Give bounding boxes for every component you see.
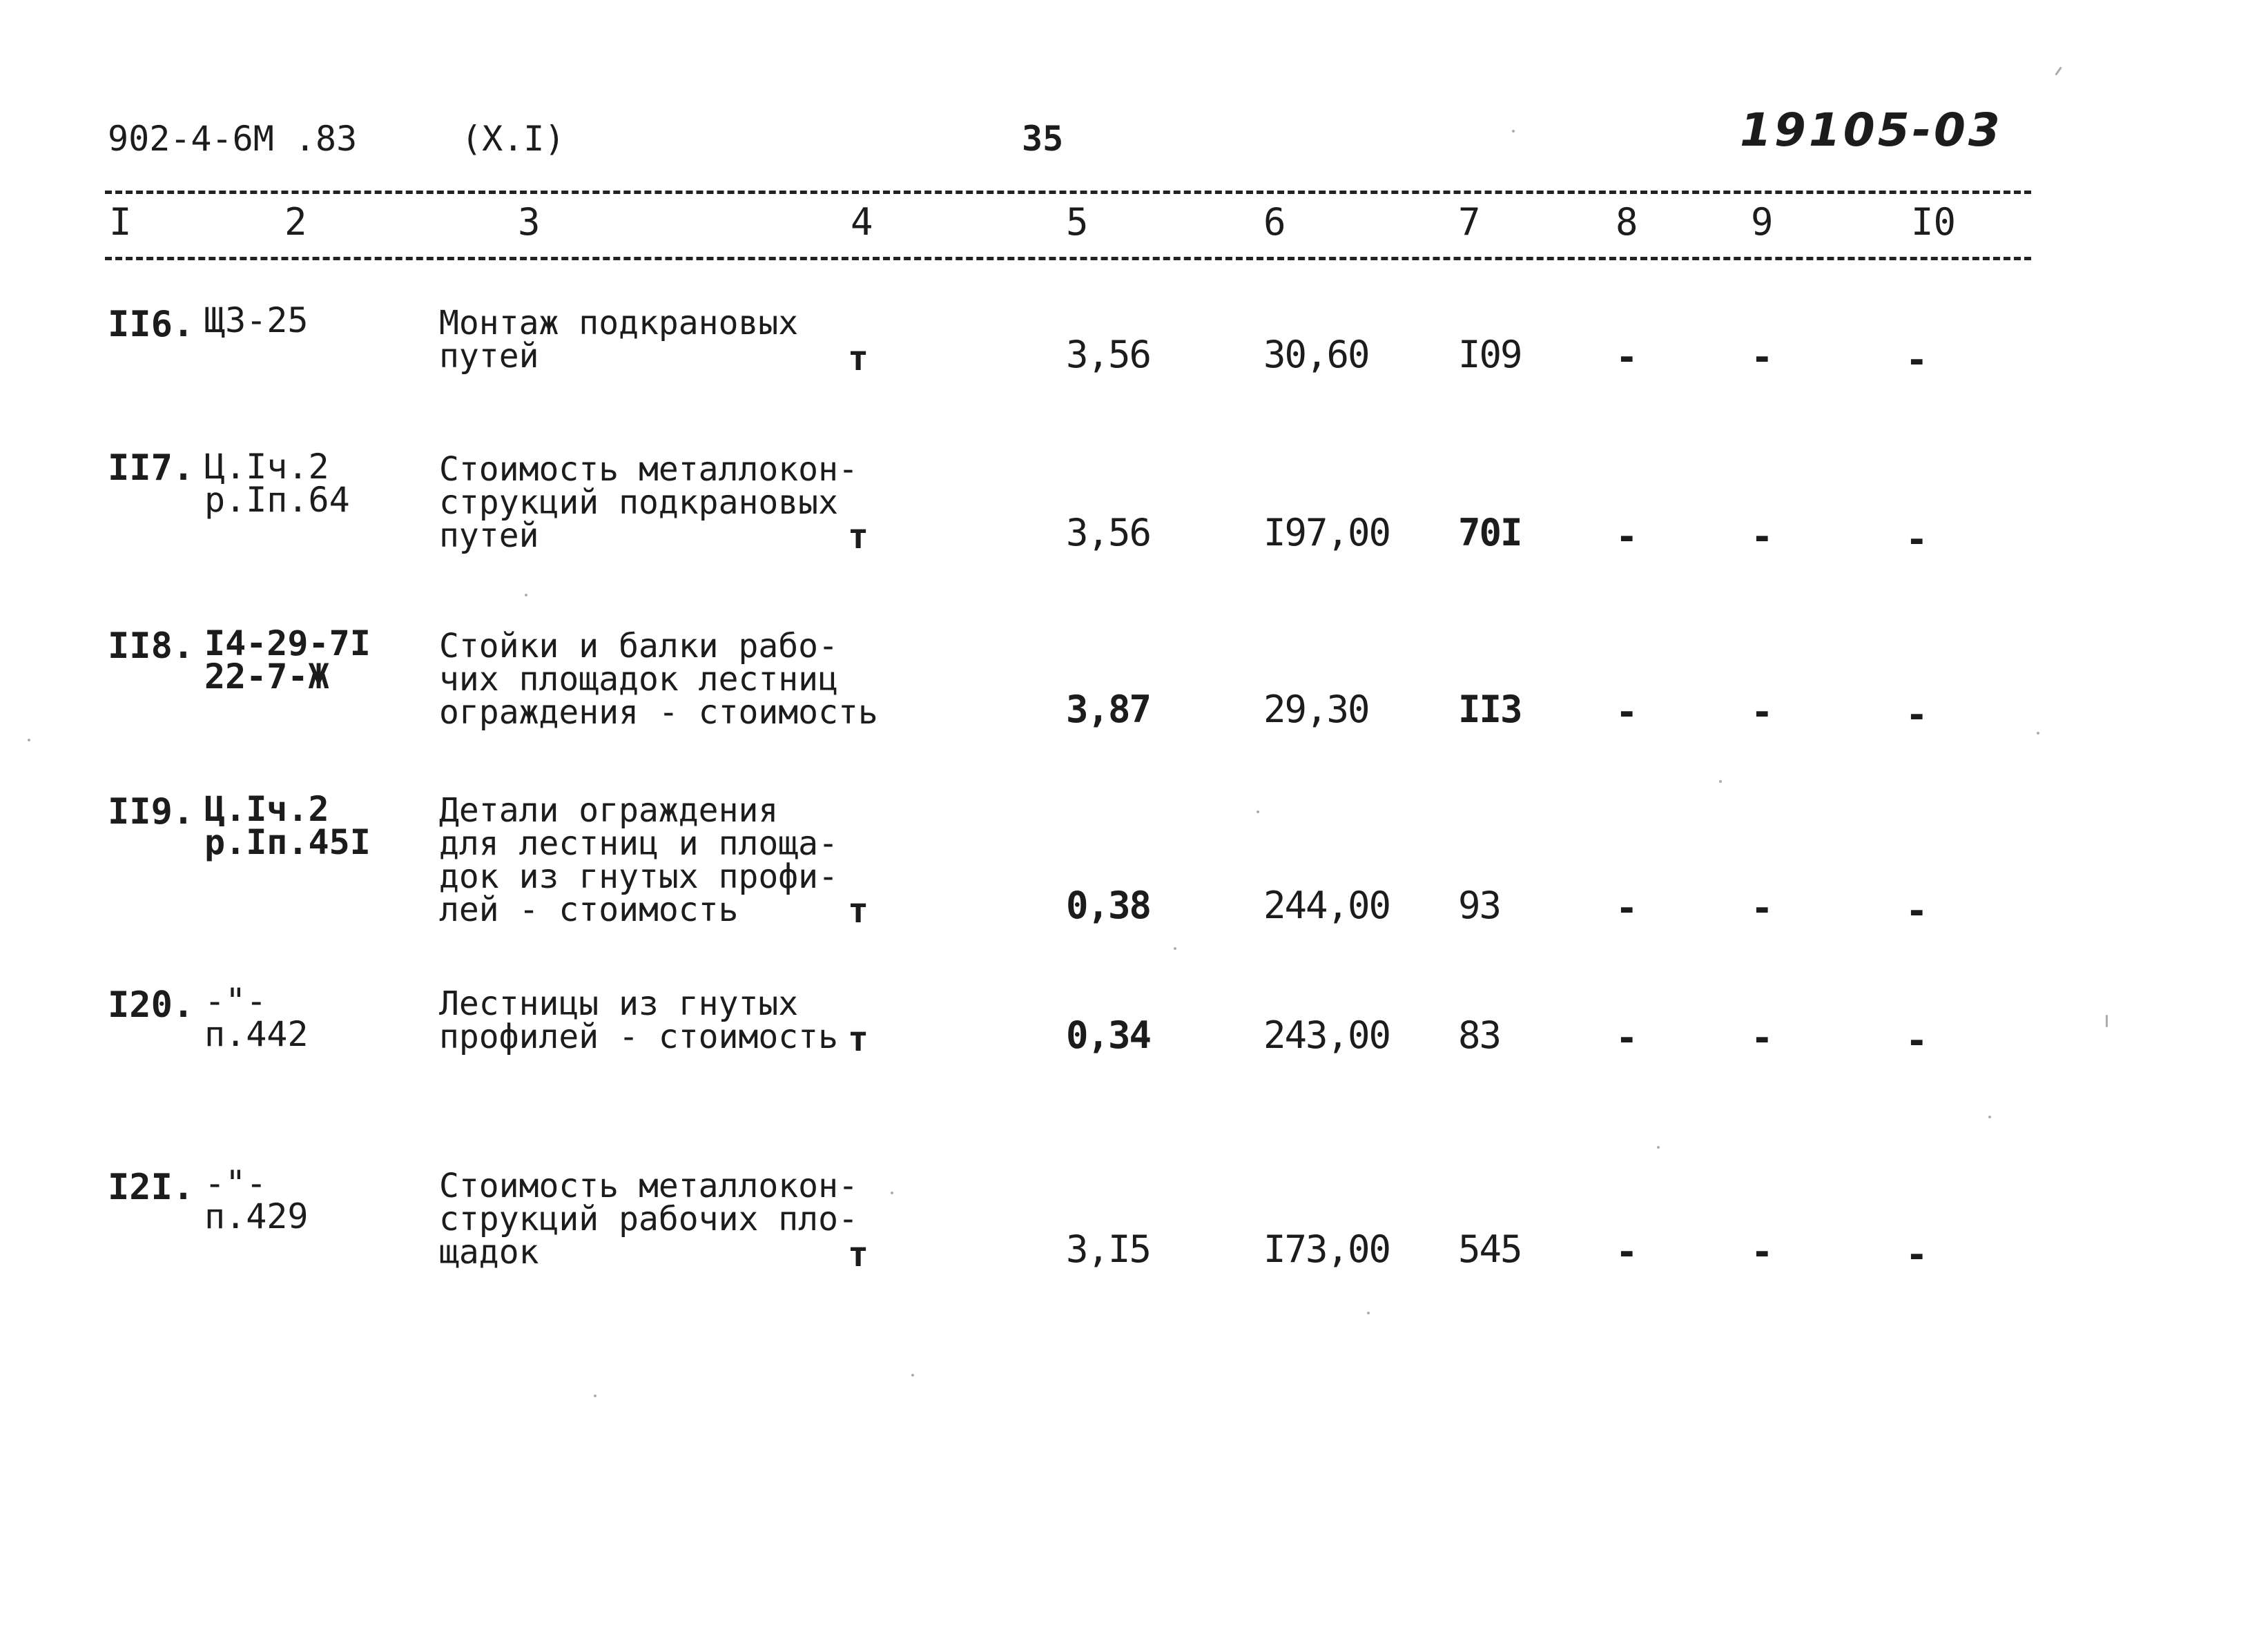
empty-cell-dash: - <box>1905 338 1928 382</box>
empty-cell-dash: - <box>1905 518 1928 561</box>
empty-cell-dash: - <box>1751 1230 1774 1274</box>
empty-cell-dash: - <box>1616 336 1638 379</box>
total-value: 93 <box>1458 884 1501 927</box>
section-label: (X.I) <box>461 119 565 159</box>
empty-cell-dash: - <box>1751 336 1774 379</box>
empty-cell-dash: - <box>1905 889 1928 933</box>
work-description: Монтаж подкрановых путей <box>439 304 799 376</box>
norm-code: -"- п.442 <box>204 981 309 1054</box>
empty-cell-dash: - <box>1905 1019 1928 1062</box>
column-number: I0 <box>1911 200 1957 244</box>
empty-cell-dash: - <box>1616 515 1638 558</box>
norm-code: Ц.Iч.2 р.Iп.64 <box>204 447 350 520</box>
quantity-value: 0,38 <box>1066 884 1151 927</box>
unit-price-value: I73,00 <box>1263 1227 1390 1271</box>
unit-price-value: 243,00 <box>1263 1013 1390 1057</box>
quantity-value: 0,34 <box>1066 1013 1151 1057</box>
quantity-value: 3,87 <box>1066 688 1151 731</box>
empty-cell-dash: - <box>1616 690 1638 734</box>
column-number: 6 <box>1263 200 1286 244</box>
norm-code: ЩЗ-25 <box>204 300 309 340</box>
unit-of-measure: т <box>848 516 869 556</box>
unit-of-measure: т <box>848 1019 869 1059</box>
quantity-value: 3,I5 <box>1066 1227 1151 1271</box>
empty-cell-dash: - <box>1905 693 1928 737</box>
work-description: Стоимость металлокон- струкций подкрановых путей <box>439 450 858 555</box>
empty-cell-dash: - <box>1616 1016 1638 1060</box>
column-number: 8 <box>1616 200 1638 244</box>
unit-of-measure: т <box>848 338 869 378</box>
unit-price-value: I97,00 <box>1263 511 1390 554</box>
norm-code: I4-29-7I 22-7-Ж <box>204 623 371 697</box>
total-value: 545 <box>1458 1227 1522 1271</box>
column-number: I <box>109 200 132 244</box>
unit-of-measure: т <box>848 1234 869 1274</box>
empty-cell-dash: - <box>1905 1233 1928 1276</box>
column-number: 9 <box>1751 200 1774 244</box>
work-description: Стоимость металлокон- струкций рабочих пло- щадок <box>439 1167 858 1272</box>
work-description: Стойки и балки рабо- чих площадок лестниц ограждения - стоимость <box>439 627 878 732</box>
total-value: 83 <box>1458 1013 1501 1057</box>
position-number: II7. <box>108 447 195 489</box>
position-number: II8. <box>108 625 195 667</box>
column-number: 3 <box>518 200 541 244</box>
total-value: 70I <box>1458 511 1522 554</box>
position-number: I20. <box>108 984 195 1026</box>
total-value: II3 <box>1458 688 1522 731</box>
position-number: II9. <box>108 791 195 833</box>
column-number: 2 <box>284 200 307 244</box>
unit-price-value: 29,30 <box>1263 688 1369 731</box>
empty-cell-dash: - <box>1751 1016 1774 1060</box>
empty-cell-dash: - <box>1616 1230 1638 1274</box>
column-number: 7 <box>1458 200 1481 244</box>
norm-code: -"- п.429 <box>204 1163 309 1236</box>
unit-of-measure: т <box>848 891 869 931</box>
norm-code: Ц.Iч.2 р.Iп.45I <box>204 789 371 862</box>
handwritten-stamp-number: 19105-03 <box>1740 104 2003 157</box>
document-code: 902-4-6М .83 <box>108 119 358 159</box>
position-number: I2I. <box>108 1167 195 1208</box>
page-number: 35 <box>1022 119 1064 159</box>
quantity-value: 3,56 <box>1066 333 1151 376</box>
total-value: I09 <box>1458 333 1522 376</box>
unit-price-value: 30,60 <box>1263 333 1369 376</box>
header-bottom-divider <box>105 257 2031 260</box>
quantity-value: 3,56 <box>1066 511 1151 554</box>
empty-cell-dash: - <box>1751 515 1774 558</box>
empty-cell-dash: - <box>1616 886 1638 930</box>
header-top-divider <box>105 191 2031 194</box>
column-number: 4 <box>851 200 873 244</box>
position-number: II6. <box>108 304 195 345</box>
unit-price-value: 244,00 <box>1263 884 1390 927</box>
empty-cell-dash: - <box>1751 886 1774 930</box>
work-description: Детали ограждения для лестниц и площа- док из гнутых профи- лей - стоимость <box>439 791 838 929</box>
empty-cell-dash: - <box>1751 690 1774 734</box>
column-number: 5 <box>1066 200 1089 244</box>
work-description: Лестницы из гнутых профилей - стоимость <box>439 984 838 1056</box>
